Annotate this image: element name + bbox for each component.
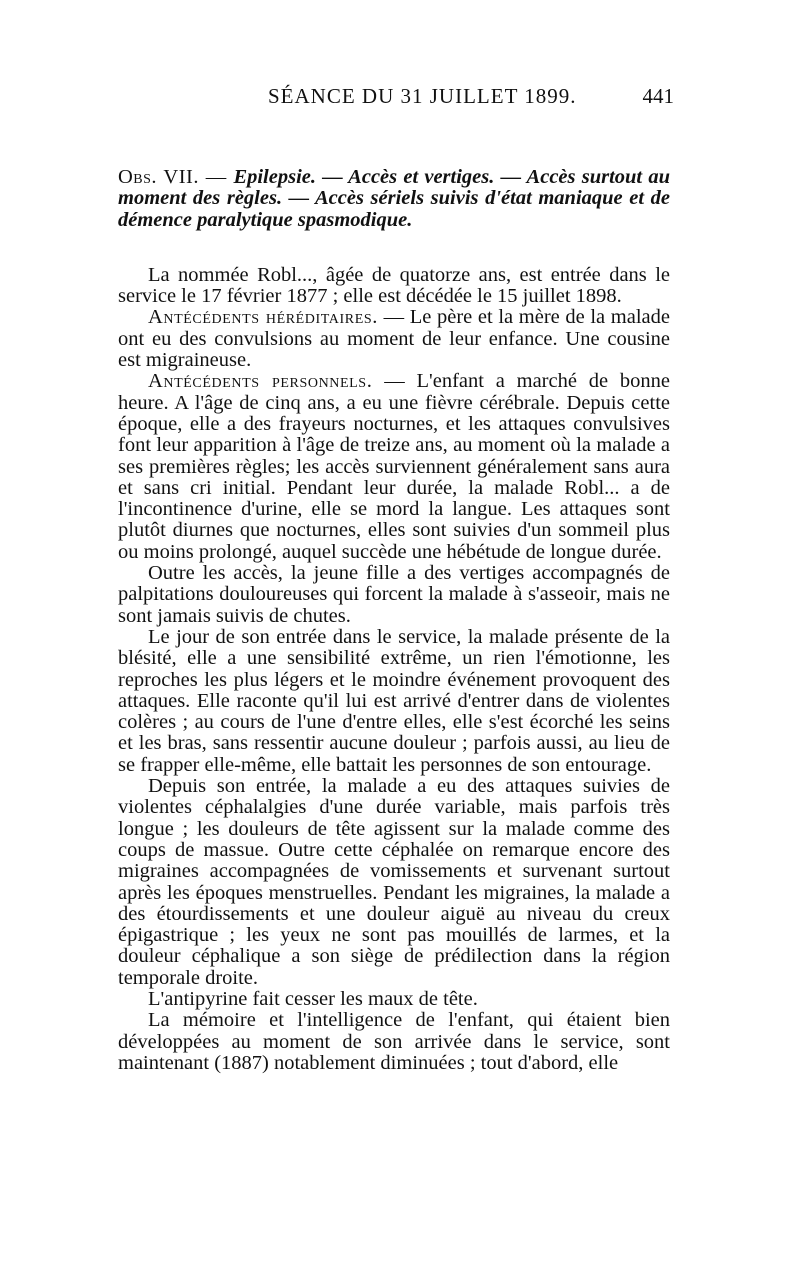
paragraph-text: — Le père et la mère de la malade ont eu des convulsions au moment de leur enfance. Une cousine est migraineuse. <box>118 306 670 372</box>
page-number: 441 <box>642 84 674 108</box>
section-heading: Antécédents héréditaires. <box>148 306 378 329</box>
paragraph-entry-state <box>118 627 670 776</box>
observation-title <box>118 167 670 231</box>
paragraph-text: Depuis son entrée, la malade a eu des attaques suivies de violentes céphalalgies d'une durée variable, mais parfois très longue ; les douleurs de tête agissent sur la malade comme des coups de massue. Outre cette céphalée on remarque encore des migraines accompagnées de vomissements et survenant surtout après les époques menstruelles. Pendant les migraines, la malade a des étourdissements et une douleur aiguë au niveau du creux épigastrique ; les yeux ne sont pas mouillés de larmes, et la douleur céphalique a son siège de prédilection dans la région temporale droite. <box>118 775 670 989</box>
running-header <box>118 84 674 114</box>
paragraph-text: Le jour de son entrée dans le service, la malade présente de la blésité, elle a une sensibilité extrême, un rien l'émotionne, les reproches les plus légers et le moindre événement provoquent des attaques. Elle raconte qu'il lui est arrivé d'entrer dans de violentes colères ; au cours de l'une d'entre elles, elle s'est écorché les seins et les bras, sans ressentir aucune douleur ; parfois aussi, au lieu de se frapper elle-même, elle battait les personnes de son entourage. <box>118 625 670 776</box>
paragraph-text: La mémoire et l'intelligence de l'enfant, qui étaient bien développées au moment de son arrivée dans le service, sont maintenant (1887) notablement diminuées ; tout d'abord, elle <box>118 1009 670 1074</box>
paragraph-vertigo <box>118 563 670 627</box>
paragraph-personal <box>118 371 670 563</box>
paragraph-hereditary <box>118 307 670 371</box>
observation-description: Epilepsie. — Accès et vertiges. — Accès surtout au moment des règles. — Accès sériels suivis d'état maniaque et de démence paralytique spasmodique. <box>118 166 670 231</box>
paragraph-text: L'antipyrine fait cesser les maux de tête. <box>148 987 478 1010</box>
header-title: SÉANCE DU 31 JUILLET 1899. <box>268 84 577 108</box>
paragraph-memory <box>118 1010 670 1074</box>
paragraph-text: — L'enfant a marché de bonne heure. A l'âge de cinq ans, a eu une fièvre cérébrale. Depuis cette époque, elle a des frayeurs nocturnes, et les attaques convulsives font leur apparition à l'âge de treize ans, au moment où la malade a ses premières règles; les accès surviennent généralement sans aura et sans cri initial. Pendant leur durée, la malade Robl... a de l'incontinence d'urine, elle se mord la langue. Les attaques sont plutôt diurnes que nocturnes, elles sont suivies d'un sommeil plus ou moins prolongé, auquel succède une hébétude de longue durée. <box>118 370 670 563</box>
paragraph-admission <box>118 265 670 308</box>
paragraph-text: Outre les accès, la jeune fille a des vertiges accompagnés de palpitations douloureuses qui forcent la malade à s'asseoir, mais ne sont jamais suivis de chutes. <box>118 562 670 627</box>
document-body <box>118 167 670 1074</box>
paragraph-antipyrine <box>118 989 670 1010</box>
observation-label: Obs. VII. — <box>118 166 234 188</box>
paragraph-text: La nommée Robl..., âgée de quatorze ans, est entrée dans le service le 17 février 1877 ; elle est décédée le 15 juillet 1898. <box>118 263 670 308</box>
paragraph-headaches <box>118 776 670 989</box>
section-heading: Antécédents personnels. <box>148 370 373 393</box>
